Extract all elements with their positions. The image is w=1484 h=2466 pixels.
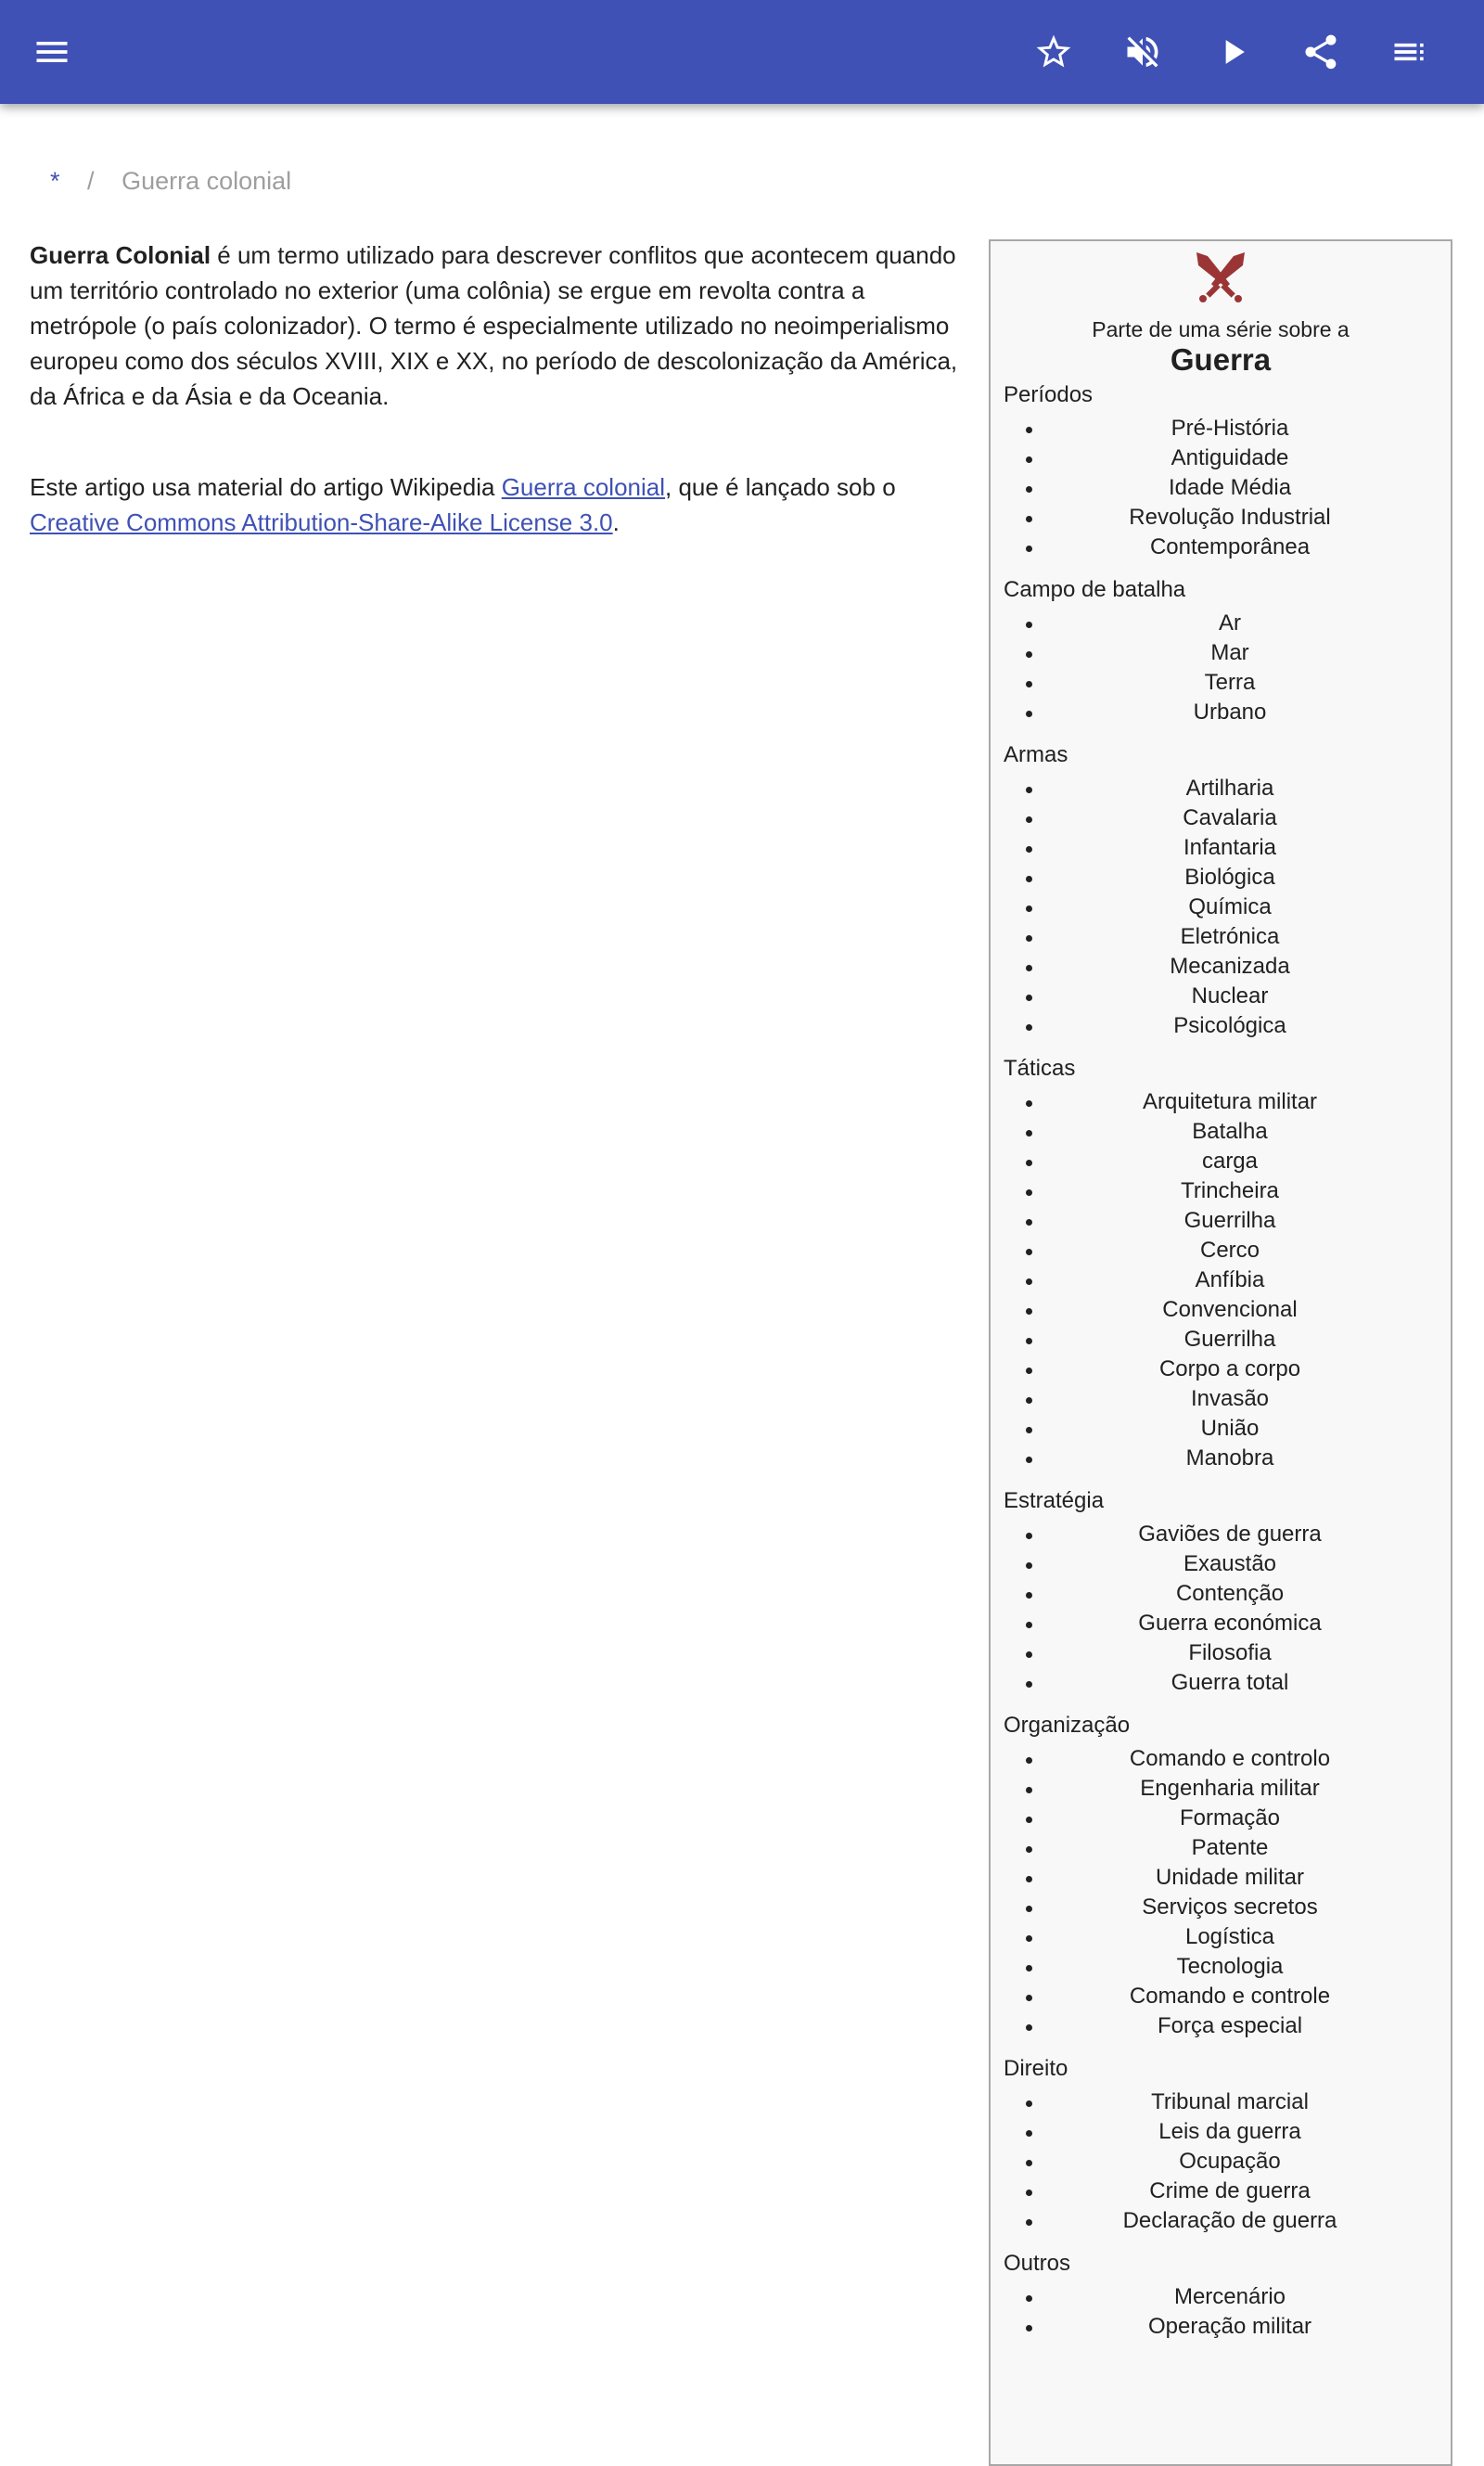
list-item <box>991 1444 1451 1473</box>
infobox-link[interactable]: Guerra total <box>1171 1670 1289 1695</box>
infobox-link[interactable]: Artilharia <box>1185 776 1274 801</box>
breadcrumb-separator: / <box>87 167 95 195</box>
list-item <box>991 638 1451 668</box>
infobox-section-title: Campo de batalha <box>1004 577 1186 602</box>
list-item <box>991 1863 1451 1893</box>
infobox-link[interactable]: Ocupação <box>1179 2149 1281 2174</box>
list-item <box>991 1176 1451 1206</box>
list-item <box>991 1414 1451 1444</box>
list-item <box>991 1922 1451 1952</box>
attribution-text: Este artigo usa material do artigo Wikipedia <box>30 473 502 501</box>
infobox-sections <box>991 380 1451 2342</box>
infobox-link[interactable]: Guerrilha <box>1183 1208 1276 1233</box>
infobox-link[interactable]: Mercenário <box>1173 2284 1286 2309</box>
infobox-link[interactable]: Tecnologia <box>1176 1954 1284 1979</box>
infobox-link[interactable]: Anfíbia <box>1195 1267 1265 1292</box>
infobox-section-list <box>991 2087 1451 2236</box>
infobox-link[interactable]: Operação militar <box>1147 2314 1312 2339</box>
article-term: Guerra Colonial <box>30 241 211 269</box>
intro-text: é um termo utilizado para descrever conflitos que acontecem quando um território controlado no exterior (uma colônia) se ergue em revolta contra a metrópole (o país colonizador). O termo é especialmente utilizado no neoimperialismo europeu como dos séculos XVIII, XIX e XX, no período de descolonização da América, da África e da Ásia e da Oceania. <box>30 241 958 410</box>
list-item <box>991 774 1451 803</box>
list-item <box>991 414 1451 443</box>
infobox-section-list <box>991 1744 1451 2041</box>
infobox-link[interactable]: Guerrilha <box>1183 1327 1276 1352</box>
infobox-topic[interactable]: Guerra <box>1170 342 1272 377</box>
play-icon[interactable] <box>1210 30 1255 74</box>
infobox-section-title: Táticas <box>1004 1056 1076 1081</box>
infobox-link[interactable]: Nuclear <box>1191 983 1269 1008</box>
infobox-link[interactable]: Logística <box>1184 1924 1275 1949</box>
list-item <box>991 952 1451 982</box>
infobox-link[interactable]: Trincheira <box>1181 1178 1279 1203</box>
list-item <box>991 2282 1451 2312</box>
list-item <box>991 2312 1451 2342</box>
infobox-link[interactable]: Biológica <box>1184 865 1275 890</box>
share-icon[interactable] <box>1298 30 1343 74</box>
list-item <box>991 1117 1451 1147</box>
list-item <box>991 922 1451 952</box>
infobox-section-title: Outros <box>1004 2251 1071 2276</box>
infobox-link[interactable]: Mar <box>1210 640 1249 665</box>
infobox-link[interactable]: Urbano <box>1193 700 1267 725</box>
infobox-link[interactable]: Unidade militar <box>1155 1865 1305 1890</box>
infobox-link[interactable]: Cerco <box>1199 1238 1260 1263</box>
infobox-link[interactable]: Tribunal marcial <box>1151 2089 1309 2114</box>
list-item <box>991 1355 1451 1384</box>
infobox-section-list <box>991 609 1451 727</box>
infobox-link[interactable]: Exaustão <box>1183 1551 1277 1576</box>
breadcrumb-home-link[interactable]: * <box>50 167 60 195</box>
breadcrumb-current: Guerra colonial <box>122 167 292 195</box>
attribution-paragraph <box>30 469 971 540</box>
list-item <box>991 1982 1451 2011</box>
list-item <box>991 1325 1451 1355</box>
list-item <box>991 2011 1451 2041</box>
list-item <box>991 2177 1451 2206</box>
list-item <box>991 833 1451 863</box>
wikipedia-article-link[interactable]: Guerra colonial <box>501 473 666 501</box>
infobox-link[interactable]: carga <box>1201 1149 1259 1174</box>
infobox-link[interactable]: Comando e controle <box>1129 1984 1331 2009</box>
infobox-section-title: Estratégia <box>1004 1488 1105 1513</box>
intro-paragraph <box>30 238 971 414</box>
infobox-link[interactable]: Crime de guerra <box>1149 2178 1311 2203</box>
list-item <box>991 1893 1451 1922</box>
list-item <box>991 1087 1451 1117</box>
breadcrumb <box>50 167 291 196</box>
infobox-link[interactable]: Invasão <box>1190 1386 1270 1411</box>
infobox-link[interactable]: Antiguidade <box>1171 445 1289 470</box>
infobox-link[interactable]: Idade Média <box>1168 475 1292 500</box>
infobox-link[interactable]: Mecanizada <box>1170 954 1290 979</box>
list-item <box>991 1638 1451 1668</box>
infobox-series-label: Parte de uma série sobre a <box>1092 317 1350 341</box>
license-link[interactable]: Creative Commons Attribution-Share-Alike License 3.0 <box>30 508 613 536</box>
list-item <box>991 1265 1451 1295</box>
list-item <box>991 1833 1451 1863</box>
list-item <box>991 503 1451 533</box>
infobox-link[interactable]: Patente <box>1191 1835 1269 1860</box>
list-item <box>991 803 1451 833</box>
infobox-link[interactable]: União <box>1200 1416 1260 1441</box>
list-item <box>991 1384 1451 1414</box>
list-item <box>991 1579 1451 1609</box>
infobox-section-title: Direito <box>1004 2056 1068 2081</box>
infobox-link[interactable]: Força especial <box>1157 2013 1303 2038</box>
list-item <box>991 982 1451 1011</box>
list-item <box>991 1011 1451 1041</box>
list-item <box>991 443 1451 473</box>
list-item <box>991 1609 1451 1638</box>
infobox-link[interactable]: Psicológica <box>1173 1013 1286 1038</box>
attribution-text: . <box>612 508 620 536</box>
infobox-section-title: Organização <box>1004 1713 1131 1738</box>
list-item <box>991 1668 1451 1698</box>
list-item <box>991 2206 1451 2236</box>
list-item <box>991 609 1451 638</box>
list-item <box>991 1549 1451 1579</box>
infobox-link[interactable]: Leis da guerra <box>1158 2119 1301 2144</box>
crossed-swords-icon <box>1195 252 1247 304</box>
playlist-icon[interactable] <box>1388 30 1432 74</box>
infobox-link[interactable]: Declaração de guerra <box>1122 2208 1337 2233</box>
infobox-link[interactable]: Contenção <box>1175 1581 1285 1606</box>
infobox-section-list <box>991 2282 1451 2342</box>
article-body <box>30 238 971 596</box>
infobox-link[interactable]: Infantaria <box>1183 835 1277 860</box>
infobox-link[interactable]: Formação <box>1179 1805 1281 1830</box>
list-item <box>991 893 1451 922</box>
list-item <box>991 1520 1451 1549</box>
infobox-link[interactable]: Química <box>1188 894 1272 919</box>
infobox-link[interactable]: Revolução Industrial <box>1129 505 1331 530</box>
list-item <box>991 698 1451 727</box>
infobox-link[interactable]: Filosofia <box>1188 1640 1272 1665</box>
infobox-link[interactable]: Contemporânea <box>1149 534 1311 559</box>
attribution-text: , que é lançado sob o <box>665 473 896 501</box>
infobox-link[interactable]: Manobra <box>1185 1445 1274 1471</box>
infobox-link[interactable]: Batalha <box>1192 1119 1268 1144</box>
volume-off-icon[interactable] <box>1120 30 1165 74</box>
list-item <box>991 1147 1451 1176</box>
infobox-link[interactable]: Ar <box>1219 610 1241 636</box>
list-item <box>991 533 1451 562</box>
infobox-link[interactable]: Cavalaria <box>1183 805 1277 830</box>
infobox-section-list <box>991 1520 1451 1698</box>
infobox-section-list <box>991 414 1451 562</box>
list-item <box>991 1804 1451 1833</box>
list-item <box>991 2147 1451 2177</box>
infobox-link[interactable]: Gaviões de guerra <box>1138 1522 1322 1547</box>
list-item <box>991 1295 1451 1325</box>
list-item <box>991 863 1451 893</box>
infobox-section-list <box>991 774 1451 1041</box>
infobox-link[interactable]: Terra <box>1204 670 1256 695</box>
infobox-link[interactable]: Convencional <box>1162 1297 1298 1322</box>
list-item <box>991 1744 1451 1774</box>
infobox-link[interactable]: Guerra económica <box>1138 1611 1322 1636</box>
infobox-section-list <box>991 1087 1451 1473</box>
app-bar <box>0 0 1484 104</box>
infobox-link[interactable]: Pré-História <box>1171 416 1289 441</box>
infobox-link[interactable]: Serviços secretos <box>1142 1894 1318 1920</box>
menu-icon[interactable] <box>30 30 74 74</box>
list-item <box>991 668 1451 698</box>
list-item <box>991 1206 1451 1236</box>
list-item <box>991 2087 1451 2117</box>
list-item <box>991 1774 1451 1804</box>
infobox-link[interactable]: Eletrónica <box>1180 924 1280 949</box>
infobox-link[interactable]: Comando e controlo <box>1129 1746 1331 1771</box>
infobox <box>989 239 1452 2466</box>
list-item <box>991 1236 1451 1265</box>
infobox-link[interactable]: Arquitetura militar <box>1142 1089 1318 1114</box>
star-icon[interactable] <box>1031 30 1076 74</box>
list-item <box>991 1952 1451 1982</box>
list-item <box>991 473 1451 503</box>
infobox-section-title: Períodos <box>1004 382 1094 407</box>
infobox-section-title: Armas <box>1004 742 1068 767</box>
infobox-link[interactable]: Corpo a corpo <box>1158 1356 1301 1381</box>
list-item <box>991 2117 1451 2147</box>
infobox-link[interactable]: Engenharia militar <box>1140 1776 1320 1801</box>
